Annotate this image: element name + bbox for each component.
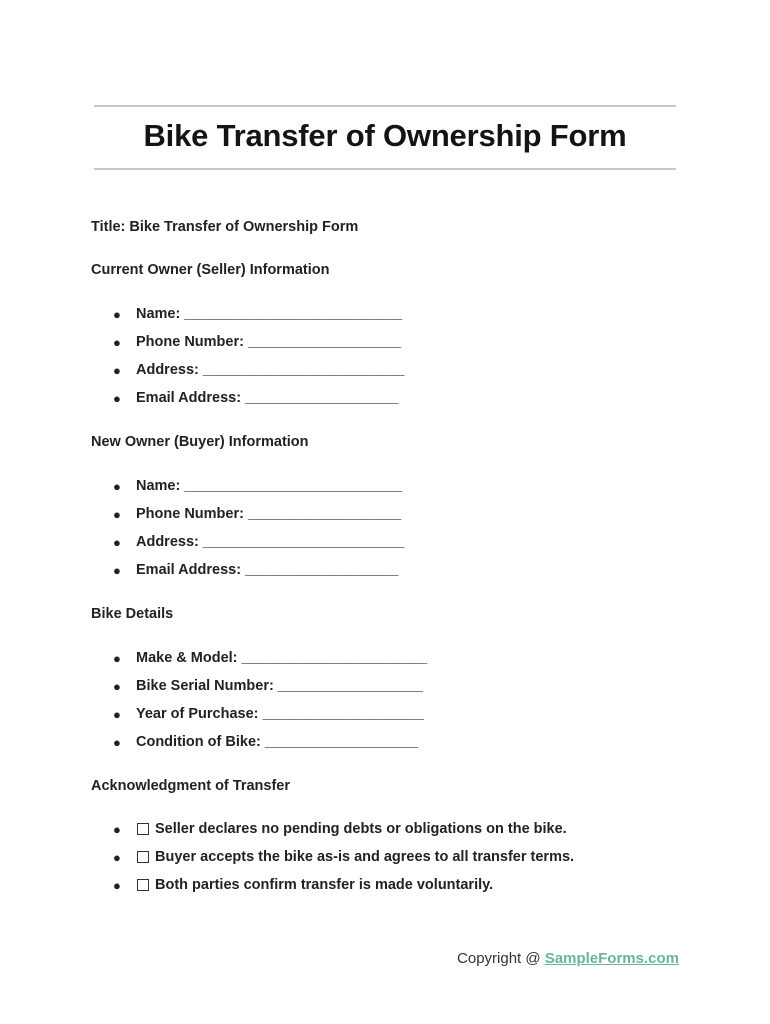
seller-address-field[interactable] bbox=[113, 362, 404, 378]
bullet-icon: ● bbox=[113, 362, 121, 378]
sampleforms-link[interactable]: SampleForms.com bbox=[544, 950, 679, 967]
copyright-footer bbox=[457, 950, 679, 967]
ack-item-label: Buyer accepts the bike as-is and agrees to all transfer terms. bbox=[155, 849, 575, 865]
bullet-icon: ● bbox=[113, 306, 121, 322]
bike-year-field[interactable] bbox=[113, 706, 424, 722]
bullet-icon: ● bbox=[113, 506, 121, 522]
list-item-label: Phone Number: ___________________ bbox=[136, 506, 402, 522]
bike-make-model-field[interactable] bbox=[113, 650, 427, 666]
buyer-email-field[interactable] bbox=[113, 562, 398, 578]
list-item-label: Phone Number: ___________________ bbox=[136, 334, 402, 350]
ack-item-buyer bbox=[113, 849, 574, 865]
checkbox-icon[interactable] bbox=[137, 879, 149, 891]
list-item-label: Address: _________________________ bbox=[136, 362, 405, 378]
bullet-icon: ● bbox=[113, 877, 121, 893]
list-item-label: Email Address: ___________________ bbox=[136, 562, 399, 578]
ack-item-seller bbox=[113, 821, 567, 837]
list-item-label: Name: ___________________________ bbox=[136, 306, 403, 322]
checkbox-icon[interactable] bbox=[137, 823, 149, 835]
list-item-label: Email Address: ___________________ bbox=[136, 390, 399, 406]
bullet-icon: ● bbox=[113, 706, 121, 722]
list-item-label: Make & Model: _______________________ bbox=[136, 650, 428, 666]
buyer-name-field[interactable] bbox=[113, 478, 402, 494]
bottom-divider bbox=[94, 168, 676, 170]
seller-phone-field[interactable] bbox=[113, 334, 401, 350]
bullet-icon: ● bbox=[113, 650, 121, 666]
bullet-icon: ● bbox=[113, 390, 121, 406]
seller-name-field[interactable] bbox=[113, 306, 402, 322]
buyer-address-field[interactable] bbox=[113, 534, 404, 550]
bullet-icon: ● bbox=[113, 478, 121, 494]
bullet-icon: ● bbox=[113, 534, 121, 550]
bike-serial-field[interactable] bbox=[113, 678, 423, 694]
ack-item-label: Both parties confirm transfer is made voluntarily. bbox=[155, 877, 494, 893]
bullet-icon: ● bbox=[113, 678, 121, 694]
copyright-prefix: Copyright @ bbox=[457, 950, 545, 967]
list-item-label: Bike Serial Number: __________________ bbox=[136, 678, 423, 694]
title-line: Title: Bike Transfer of Ownership Form bbox=[91, 219, 359, 235]
bullet-icon: ● bbox=[113, 562, 121, 578]
checkbox-icon[interactable] bbox=[137, 851, 149, 863]
bike-condition-field[interactable] bbox=[113, 734, 418, 750]
list-item-label: Name: ___________________________ bbox=[136, 478, 403, 494]
bullet-icon: ● bbox=[113, 849, 121, 865]
buyer-phone-field[interactable] bbox=[113, 506, 401, 522]
acknowledgment-heading: Acknowledgment of Transfer bbox=[91, 778, 291, 794]
buyer-heading: New Owner (Buyer) Information bbox=[91, 434, 309, 450]
bike-heading: Bike Details bbox=[91, 606, 174, 622]
ack-item-voluntary bbox=[113, 877, 493, 893]
top-divider bbox=[94, 105, 676, 107]
bullet-icon: ● bbox=[113, 334, 121, 350]
seller-heading: Current Owner (Seller) Information bbox=[91, 262, 330, 278]
list-item-label: Year of Purchase: ____________________ bbox=[136, 706, 424, 722]
bullet-icon: ● bbox=[113, 821, 121, 837]
page-title: Bike Transfer of Ownership Form bbox=[143, 118, 627, 153]
seller-email-field[interactable] bbox=[113, 390, 398, 406]
ack-item-label: Seller declares no pending debts or obligations on the bike. bbox=[155, 821, 567, 837]
bullet-icon: ● bbox=[113, 734, 121, 750]
list-item-label: Address: _________________________ bbox=[136, 534, 405, 550]
list-item-label: Condition of Bike: ___________________ bbox=[136, 734, 419, 750]
